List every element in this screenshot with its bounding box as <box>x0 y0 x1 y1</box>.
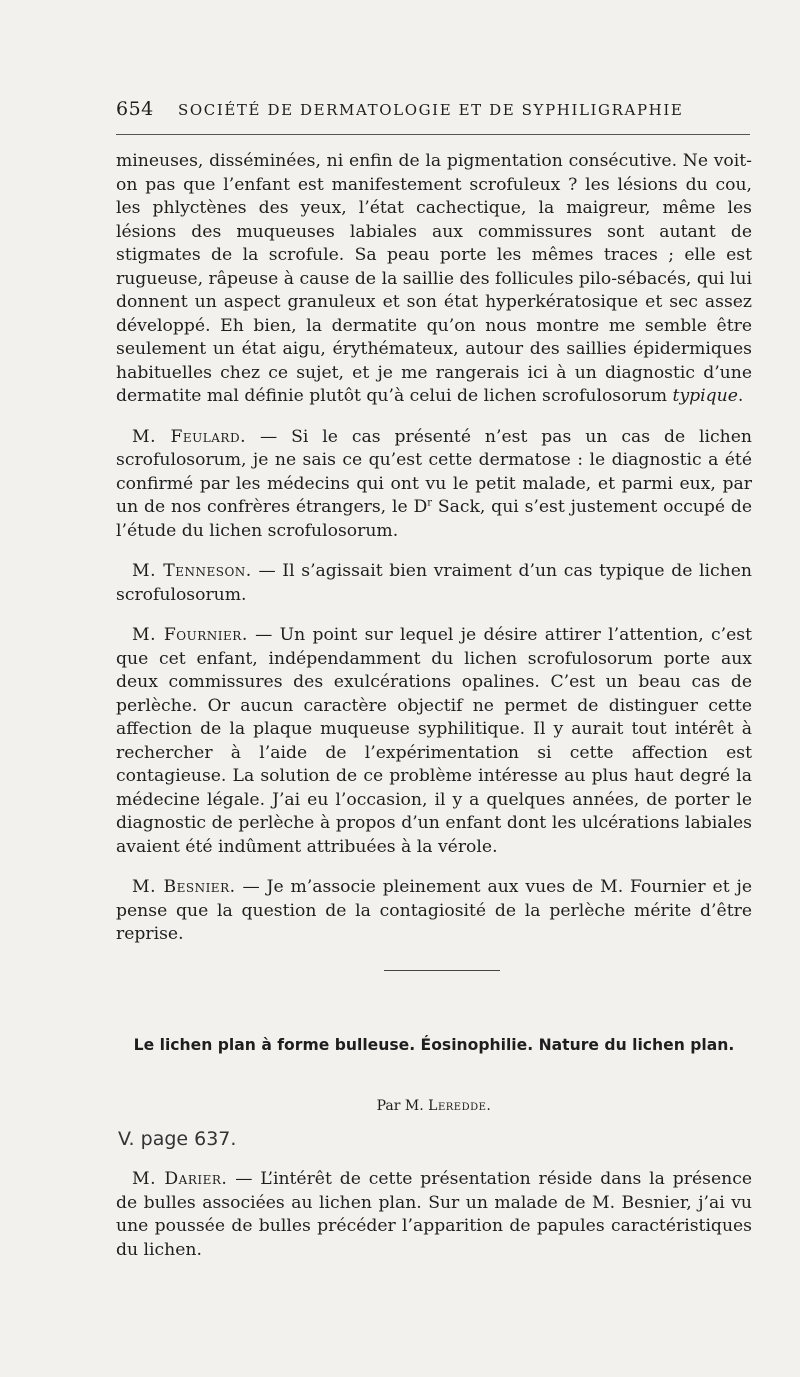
section-title: Le lichen plan à forme bulleuse. Éosinophilie. Nature du lichen plan. <box>133 1036 735 1054</box>
paragraph-end: . <box>737 386 744 406</box>
speaker-name: M. Tenneson. <box>132 561 252 581</box>
speaker-name: M. Feulard. <box>132 426 247 447</box>
speaker-name: M. Besnier. <box>132 877 236 897</box>
author-name: Leredde. <box>428 1098 492 1114</box>
byline <box>116 1098 752 1114</box>
speaker-name: M. Darier. <box>132 1169 228 1189</box>
paragraph-besnier <box>116 876 752 947</box>
page-header <box>116 98 752 126</box>
superscript: r <box>427 497 433 509</box>
body-text <box>116 150 752 947</box>
running-title: SOCIÉTÉ DE DERMATOLOGIE ET DE SYPHILIGRAPHIE <box>178 101 684 119</box>
paragraph-fournier <box>116 624 752 859</box>
handwritten-note: V. page 637. <box>118 1128 237 1150</box>
header-rule <box>116 134 750 135</box>
paragraph-text: — Je m’associe pleinement aux vues de M. Fournier et je pense que la question de la contagiosité de la perlèche mérite d’être reprise. <box>116 877 753 944</box>
italic-word: typique <box>672 386 738 406</box>
paragraph-text: Sack, qui s’est justement occupé de l’étude du lichen scrofulosorum. <box>116 497 752 541</box>
speaker-name: M. Fournier. <box>132 625 248 645</box>
paragraph-continuation <box>116 150 752 409</box>
paragraph-text: — L’intérêt de cette présentation réside dans la présence de bulles associées au lichen plan. Sur un malade de M. Besnier, j’ai vu une poussée de bulles précéder l’apparition de papules caractéristiques du lichen. <box>116 1169 752 1260</box>
paragraph-darier <box>116 1168 752 1262</box>
paragraph-feulard <box>116 426 752 544</box>
paragraph-tenneson <box>116 560 752 607</box>
paragraph-text: — Il s’agissait bien vraiment d’un cas typique de lichen scrofulosorum. <box>116 561 752 605</box>
paragraph-text: mineuses, disséminées, ni enfin de la pigmentation consécutive. Ne voit-on pas que l’enfant est manifestement scrofuleux ? les lésions du cou, les phlyctènes des yeux, l’état cachectique, la maigreur, même les lésions des muqueuses labiales aux commissures sont autant de stigmates de la scrofule. Sa peau porte les mêmes traces ; elle est rugueuse, râpeuse à cause de la saillie des follicules pilo-sébacés, qui lui donnent un aspect granuleux et son état hyperkératosique et sec assez développé. Eh bien, la dermatite qu’on nous montre me semble être seulement un état aigu, érythémateux, autour des saillies épidermiques habituelles chez ce sujet, et je me rangerais ici à un diagnostic d’une dermatite mal définie plutôt qu’à celui de lichen scrofulosorum <box>116 151 752 406</box>
byline-prefix: Par M. <box>376 1098 424 1114</box>
paragraph-text: — Un point sur lequel je désire attirer l’attention, c’est que cet enfant, indépendamment du lichen scrofulosorum porte aux deux commissures des exulcérations opalines. C’est un beau cas de perlèche. Or aucun caractère objectif ne permet de distinguer cette affection de la plaque muqueuse syphilitique. Il y aurait tout intérêt à rechercher à l’aide de l’expérimentation si cette affection est contagieuse. La solution de ce problème intéresse au plus haut degré la médecine légale. J’ai eu l’occasion, il y a quelques années, de porter le diagnostic de perlèche à propos d’un enfant dont les ulcérations labiales avaient été indûment attribuées à la vérole. <box>116 625 753 857</box>
section-divider <box>384 970 500 971</box>
page-number: 654 <box>116 98 154 120</box>
paragraph-text: — Si le cas présenté n’est pas un cas de lichen scrofulosorum, je ne sais ce qu’est cette dermatose : le diagnostic a été confirmé par les médecins qui ont vu le petit malade, et parmi eux, par un de nos confrères étrangers, le D <box>116 426 752 517</box>
